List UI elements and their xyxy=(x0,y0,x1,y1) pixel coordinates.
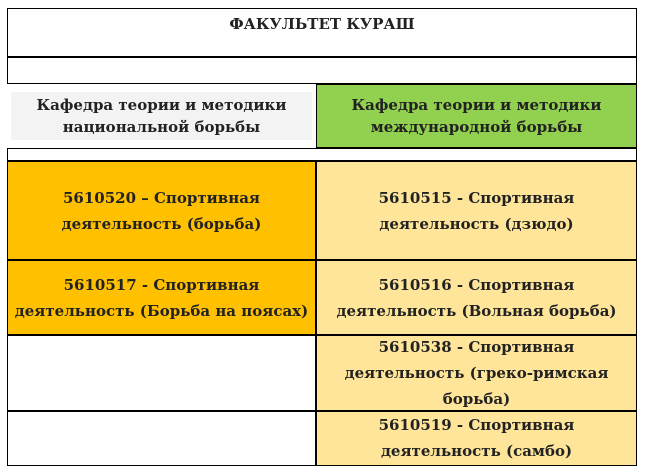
national-department-header xyxy=(7,84,316,148)
empty-row xyxy=(7,148,637,161)
international-program-4: 5610519 - Спортивная деятельность (самбо) xyxy=(316,411,637,466)
international-department-header: Кафедра теории и методики международной борьбы xyxy=(316,84,637,148)
empty-national-cell xyxy=(7,411,316,466)
national-program-2: 5610517 - Спортивная деятельность (Борьба на поясах) xyxy=(7,260,316,335)
faculty-title: ФАКУЛЬТЕТ КУРАШ xyxy=(7,8,637,57)
international-program-3: 5610538 - Спортивная деятельность (греко-римская борьба) xyxy=(316,335,637,411)
national-department-label: Кафедра теории и методики национальной борьбы xyxy=(11,92,312,140)
national-program-1: 5610520 – Спортивная деятельность (борьба) xyxy=(7,161,316,260)
international-program-2: 5610516 - Спортивная деятельность (Вольная борьба) xyxy=(316,260,637,335)
empty-national-cell xyxy=(7,335,316,411)
empty-row xyxy=(7,57,637,84)
international-program-1: 5610515 - Спортивная деятельность (дзюдо) xyxy=(316,161,637,260)
